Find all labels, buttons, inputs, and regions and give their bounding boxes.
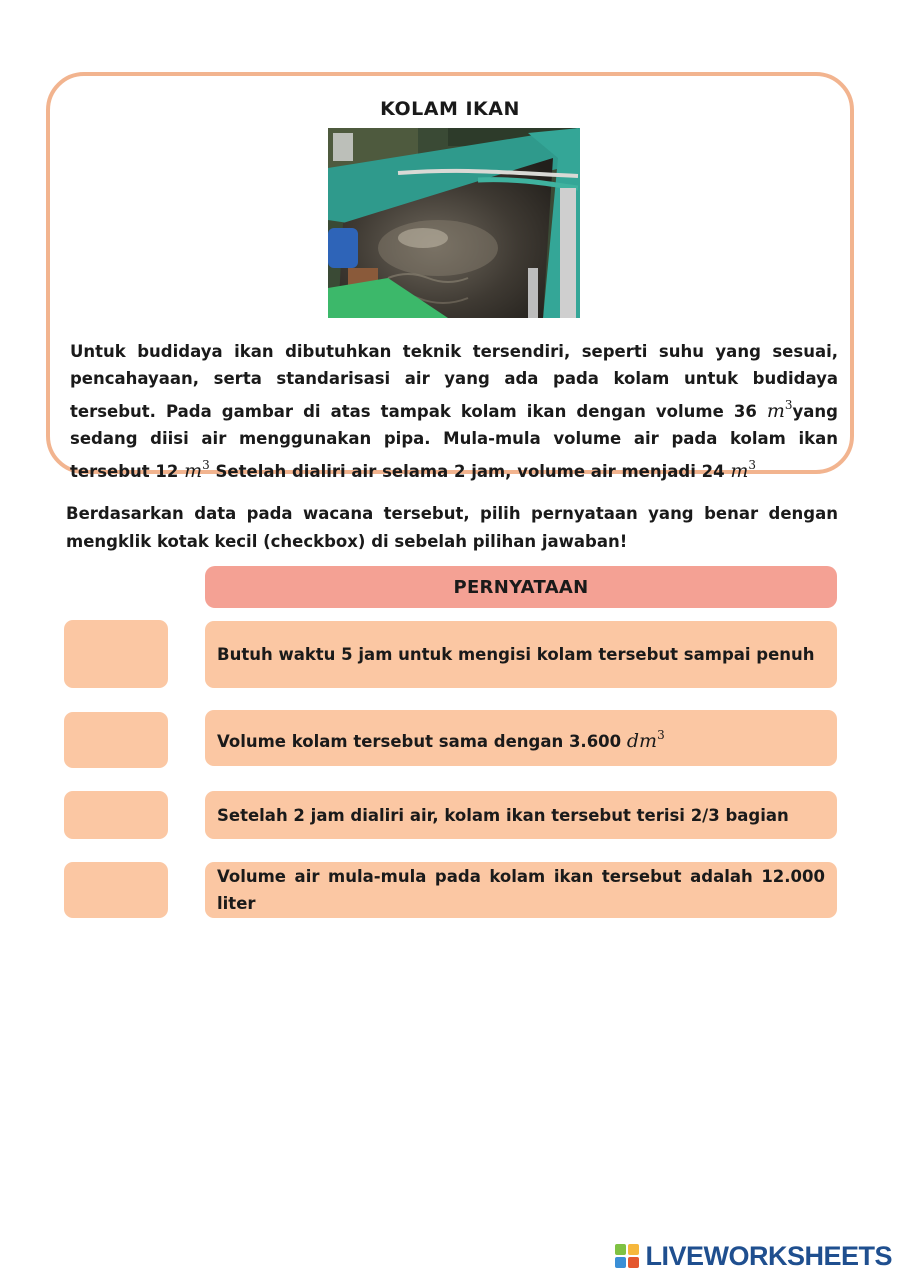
liveworksheets-logo-icon	[615, 1244, 639, 1268]
story-text-2: yang sedang diisi air menggunakan pipa. Mula-mula volume air pada kolam ikan tersebut 12	[70, 402, 838, 481]
brand-name: LIVEWORKSHEETS	[645, 1240, 892, 1271]
reading-card	[46, 72, 854, 482]
checkbox-statement-2[interactable]	[64, 712, 168, 768]
statement-1-text: Butuh waktu 5 jam untuk mengisi kolam tersebut sampai penuh	[217, 645, 815, 664]
card-title: KOLAM IKAN	[380, 98, 520, 120]
fish-pond-photo	[328, 128, 580, 318]
story-text-3: Setelah dialiri air selama 2 jam, volume air menjadi 24	[209, 462, 731, 481]
liveworksheets-logo	[615, 1240, 892, 1272]
statement-4-text: Volume air mula-mula pada kolam ikan tersebut adalah 12.000 liter	[217, 867, 825, 913]
fish-pond-illustration	[328, 128, 580, 318]
statements-header: PERNYATAAN	[205, 566, 837, 608]
checkbox-statement-1[interactable]	[64, 620, 168, 688]
unit-cubic-meter: $m^3$	[766, 398, 793, 422]
statement-3	[205, 791, 837, 839]
unit-cubic-decimeter: $dm^3$	[626, 727, 665, 752]
statement-3-text: Setelah 2 jam dialiri air, kolam ikan tersebut terisi 2/3 bagian	[217, 805, 789, 825]
story-paragraph	[70, 338, 838, 485]
unit-cubic-meter: $m^3$	[184, 458, 210, 482]
statement-1	[205, 621, 837, 688]
instruction-text: Berdasarkan data pada wacana tersebut, pilih pernyataan yang benar dengan mengklik kotak kecil (checkbox) di sebelah pilihan jawaban!	[66, 504, 838, 551]
unit-cubic-meter: $m^3$	[730, 458, 756, 482]
statement-2	[205, 710, 837, 766]
checkbox-statement-3[interactable]	[64, 791, 168, 839]
checkbox-statement-4[interactable]	[64, 862, 168, 918]
story-text-1: Untuk budidaya ikan dibutuhkan teknik tersendiri, seperti suhu yang sesuai, pencahayaan, serta standarisasi air yang ada pada kolam untuk budidaya tersebut. Pada gambar di atas tampak kolam ikan dengan volume 36	[70, 342, 838, 421]
statement-4	[205, 862, 837, 918]
statement-2-text: Volume kolam tersebut sama dengan 3.600 $dm^3$	[217, 727, 665, 752]
